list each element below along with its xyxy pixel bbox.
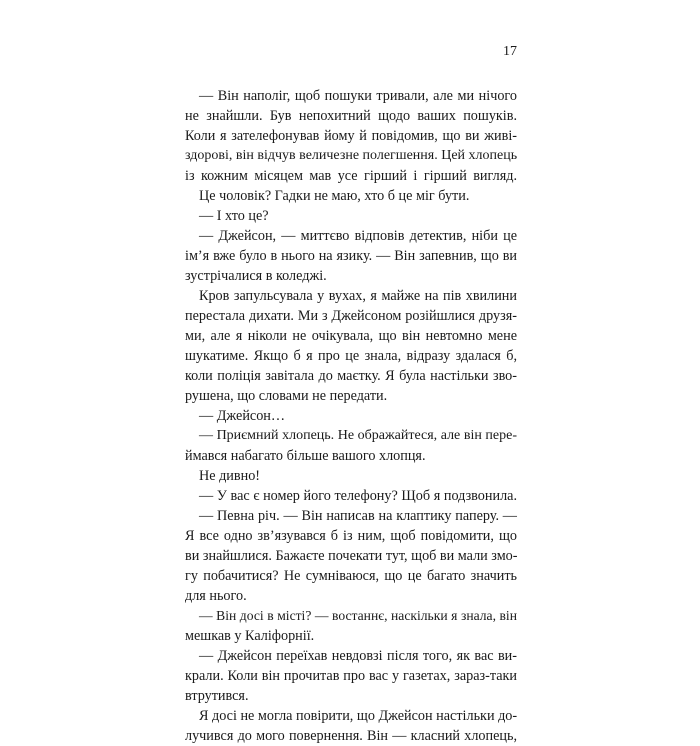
text-line: коли поліція завітала до маєтку. Я була настільки зво-	[185, 368, 517, 384]
text-line: зустрічалися в коледжі.	[185, 268, 327, 284]
text-line: шукатиме. Якщо б я про це знала, відразу здалася б,	[185, 348, 517, 364]
text-line: втрутився.	[185, 688, 249, 704]
text-line: — І хто це?	[199, 208, 269, 224]
text-line: ви знайшлися. Бажаєте почекати тут, щоб ви мали змо-	[185, 548, 518, 564]
text-line: для нього.	[185, 588, 247, 604]
text-line: Я досі не могла повірити, що Джейсон настільки до-	[199, 708, 518, 724]
text-line: гу побачитися? Не сумніваюся, що це багато значить	[185, 568, 517, 584]
text-line: ім’я вже було в нього на язику. — Він запевнив, що ви	[185, 248, 517, 264]
text-line: Це чоловік? Гадки не маю, хто б це міг бути.	[199, 188, 470, 204]
text-line: крали. Коли він прочитав про вас у газетах, зараз-таки	[185, 668, 517, 684]
text-line: — Певна річ. — Він написав на клаптику паперу. —	[199, 508, 517, 524]
page-number: 17	[503, 44, 517, 59]
text-line: Коли я зателефонував йому й повідомив, що ви живі-	[185, 128, 517, 144]
text-line: — Джейсон…	[199, 408, 286, 424]
text-line: — Він досі в місті? — востаннє, наскільки я знала, він	[199, 608, 517, 623]
text-line: — У вас є номер його телефону? Щоб я подзвонила.	[199, 488, 517, 504]
text-line: — Приємний хлопець. Не ображайтеся, але він пере-	[199, 428, 517, 443]
text-line: мешкав у Каліфорнії.	[185, 628, 315, 644]
text-line: із кожним місяцем мав усе гірший і гірший вигляд.	[185, 168, 517, 184]
text-line: ймався набагато більше вашого хлопця.	[185, 448, 426, 464]
text-line: рушена, що словами не передати.	[185, 388, 388, 404]
text-line: Не дивно!	[199, 468, 261, 484]
text-line: лучився до мого повернення. Він — класний хлопець,	[185, 728, 517, 744]
text-line: здорові, він відчув величезне полегшення. Цей хлопець	[185, 148, 518, 163]
text-line: ми, але я ніколи не очікувала, що він невтомно мене	[185, 328, 517, 344]
text-line: — Джейсон переїхав невдовзі після того, як вас ви-	[199, 648, 517, 664]
text-line: Кров запульсувала у вухах, я майже на пів хвилини	[199, 288, 517, 304]
text-line: — Він наполіг, щоб пошуки тривали, але ми нічого	[199, 88, 517, 104]
text-line: — Джейсон, — миттєво відповів детектив, ніби це	[199, 228, 517, 244]
text-line: не знайшли. Був непохитний щодо ваших пошуків.	[185, 108, 517, 124]
text-line: Я все одно зв’язувався б із ним, щоб повідомити, що	[185, 528, 517, 544]
body-text	[185, 86, 517, 746]
text-line: перестала дихати. Ми з Джейсоном розійшлися друзя-	[185, 308, 517, 324]
